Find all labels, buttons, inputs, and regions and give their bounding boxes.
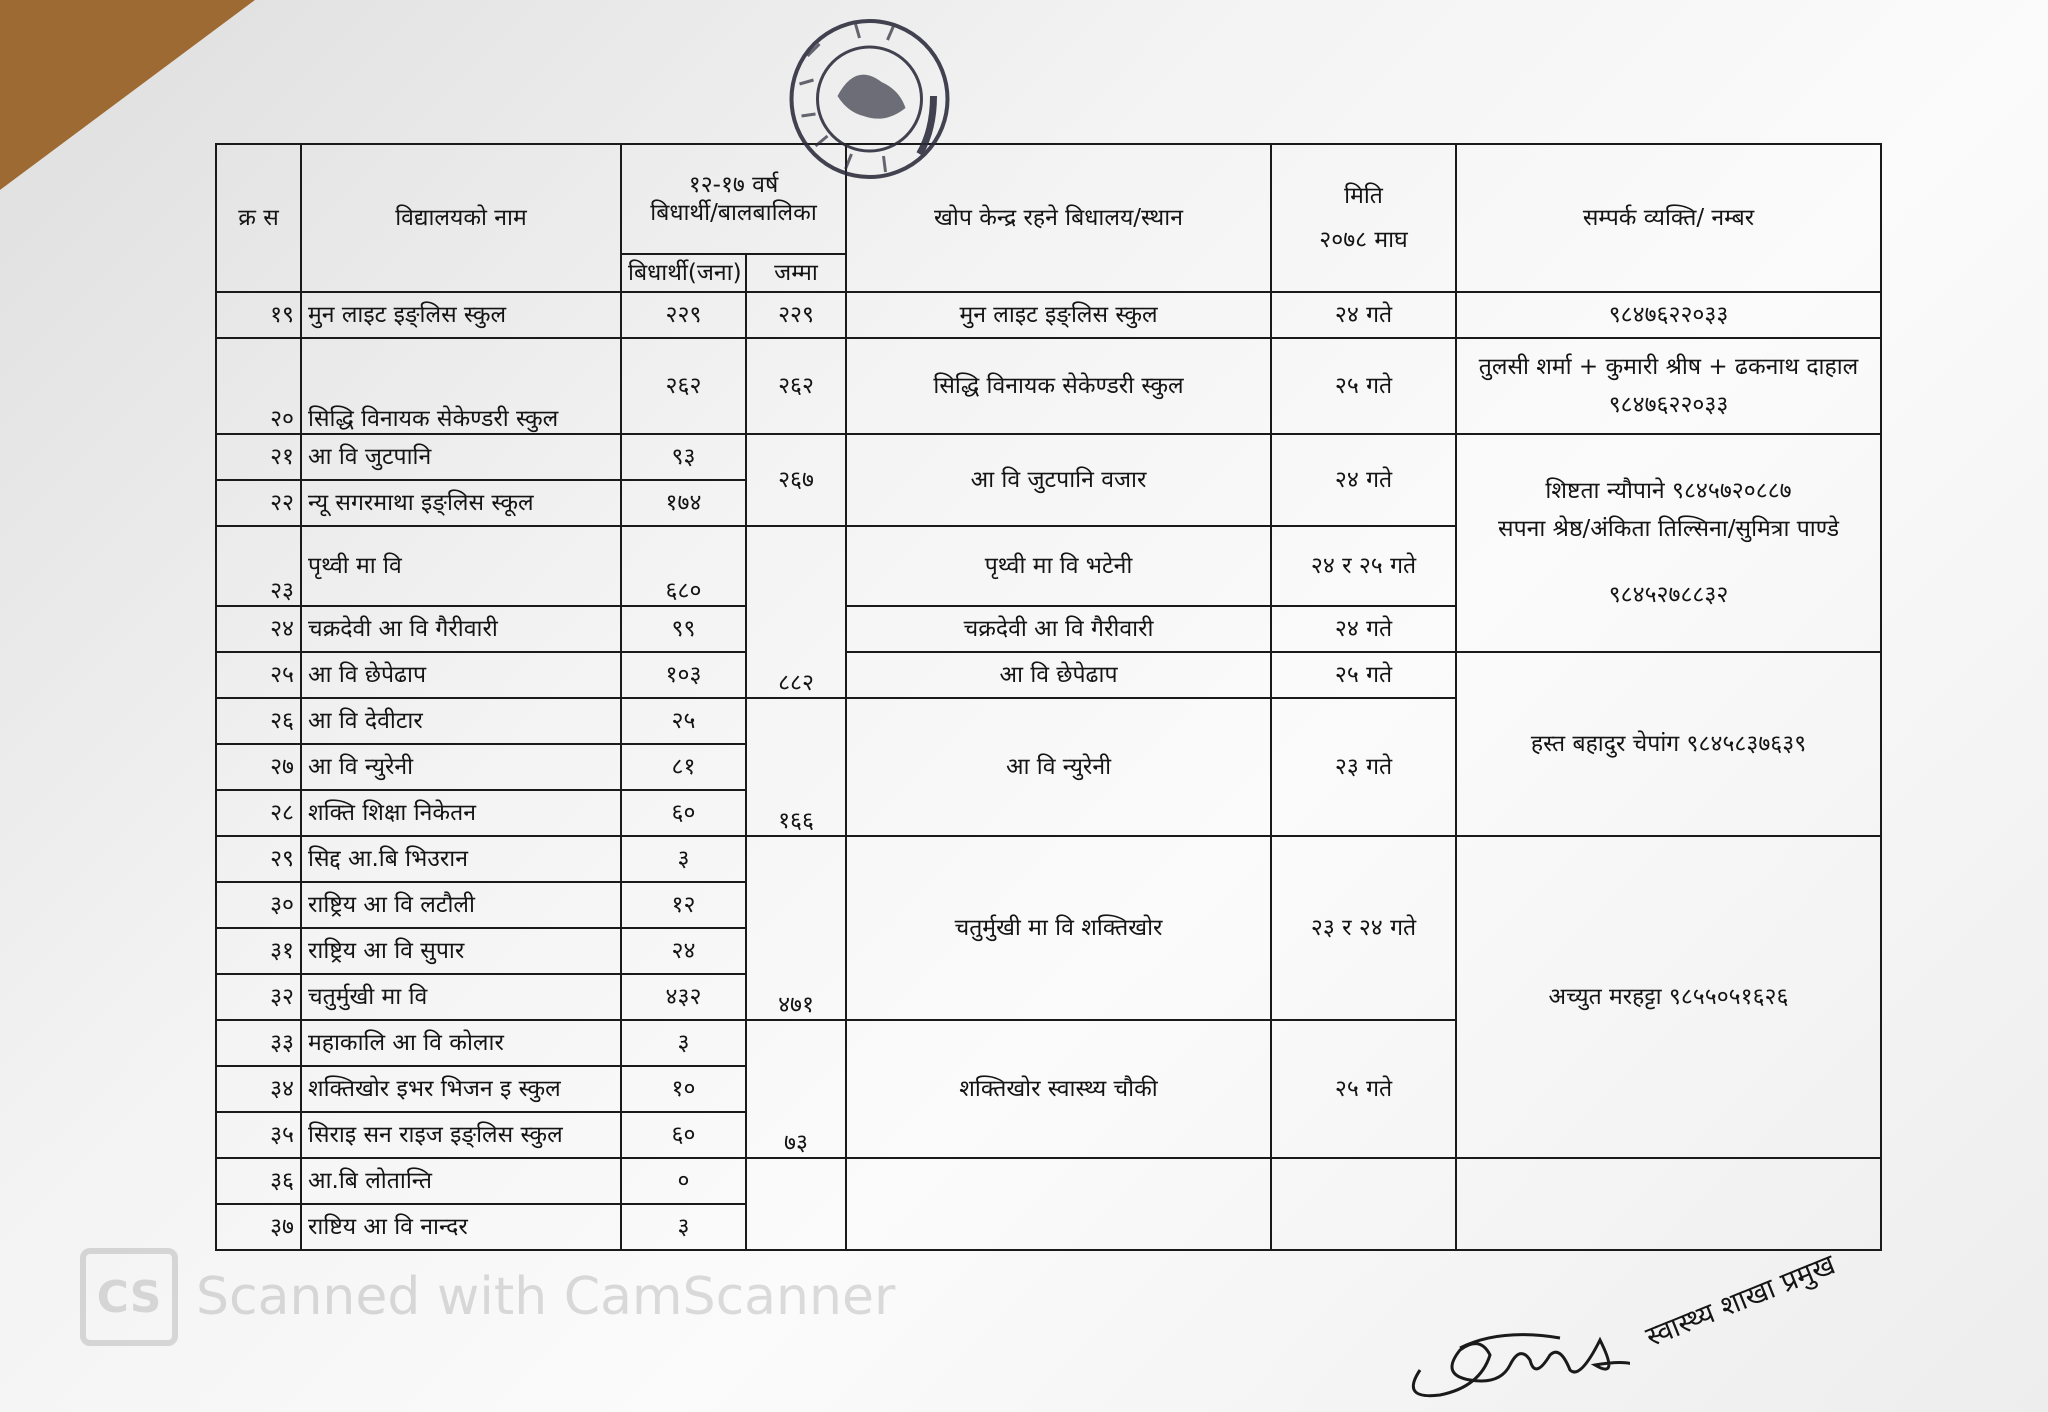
date-cell: २३ गते <box>1271 698 1456 836</box>
school-name-cell: मुन लाइट इङ्लिस स्कुल <box>301 292 621 338</box>
header-venue: खोप केन्द्र रहने बिधालय/स्थान <box>846 144 1271 292</box>
contact-cell-empty <box>1456 1158 1881 1250</box>
serial-cell: २३ <box>216 526 301 606</box>
students-cell: ३ <box>621 1204 746 1250</box>
school-name-cell: चक्रदेवी आ वि गैरीवारी <box>301 606 621 652</box>
serial-cell: ३६ <box>216 1158 301 1204</box>
serial-cell: २१ <box>216 434 301 480</box>
school-name-cell: आ वि जुटपानि <box>301 434 621 480</box>
date-cell-empty <box>1271 1158 1456 1250</box>
date-cell: २५ गते <box>1271 652 1456 698</box>
table-row <box>216 434 1881 480</box>
school-name-cell: आ वि छेपेढाप <box>301 652 621 698</box>
header-students: बिधार्थी(जना) <box>621 254 746 292</box>
serial-cell: ३३ <box>216 1020 301 1066</box>
serial-cell: ३२ <box>216 974 301 1020</box>
school-name-cell: राष्टिय आ वि नान्दर <box>301 1204 621 1250</box>
students-cell: ३ <box>621 836 746 882</box>
students-cell: २४ <box>621 928 746 974</box>
table-row <box>216 1158 1881 1204</box>
header-date <box>1271 144 1456 292</box>
date-cell: २५ गते <box>1271 338 1456 434</box>
vaccination-schedule <box>215 143 1880 1298</box>
serial-cell: २८ <box>216 790 301 836</box>
serial-cell: १९ <box>216 292 301 338</box>
students-cell: ९९ <box>621 606 746 652</box>
serial-cell: ३४ <box>216 1066 301 1112</box>
school-name-cell: चतुर्मुखी मा वि <box>301 974 621 1020</box>
signature <box>1400 1300 1630 1410</box>
total-cell: ८८२ <box>746 526 846 698</box>
serial-cell: २६ <box>216 698 301 744</box>
serial-cell: २७ <box>216 744 301 790</box>
school-name-cell: सिराइ सन राइज इङ्लिस स्कुल <box>301 1112 621 1158</box>
table-row <box>216 338 1881 434</box>
students-cell: ३ <box>621 1020 746 1066</box>
school-name-cell: सिद्द आ.बि भिउरान <box>301 836 621 882</box>
total-cell: १६६ <box>746 698 846 836</box>
schedule-table <box>215 143 1882 1251</box>
contact-cell <box>1456 434 1881 652</box>
school-name-cell: न्यू सगरमाथा इङ्लिस स्कूल <box>301 480 621 526</box>
students-cell: ९३ <box>621 434 746 480</box>
serial-cell: २० <box>216 338 301 434</box>
serial-cell: ३१ <box>216 928 301 974</box>
school-name-cell: पृथ्वी मा वि <box>301 526 621 606</box>
venue-cell: चतुर्मुखी मा वि शक्तिखोर <box>846 836 1271 1020</box>
header-total: जम्मा <box>746 254 846 292</box>
date-cell: २४ र २५ गते <box>1271 526 1456 606</box>
venue-cell: आ वि छेपेढाप <box>846 652 1271 698</box>
total-cell-empty <box>746 1158 846 1250</box>
camscanner-logo-icon: CS <box>80 1248 178 1346</box>
header-contact: सम्पर्क व्यक्ति/ नम्बर <box>1456 144 1881 292</box>
students-cell: २२९ <box>621 292 746 338</box>
students-cell: ४३२ <box>621 974 746 1020</box>
total-cell: ४७१ <box>746 836 846 1020</box>
contact-cell: अच्युत मरहट्टा ९८५५०५१६२६ <box>1456 836 1881 1158</box>
school-name-cell: आ वि न्युरेनी <box>301 744 621 790</box>
school-name-cell: महाकालि आ वि कोलार <box>301 1020 621 1066</box>
header-school-name: विद्यालयको नाम <box>301 144 621 292</box>
contact-names: तुलसी शर्मा + कुमारी श्रीष + ढकनाथ दाहाल <box>1478 354 1859 380</box>
serial-cell: २५ <box>216 652 301 698</box>
table-row <box>216 652 1881 698</box>
total-cell: ७३ <box>746 1020 846 1158</box>
date-cell: २५ गते <box>1271 1020 1456 1158</box>
students-cell: १०३ <box>621 652 746 698</box>
total-cell: २२९ <box>746 292 846 338</box>
contact-line1: शिष्टता न्यौपाने ९८४५७२०८८७ <box>1545 478 1792 504</box>
contact-number: ९८४७६२२०३३ <box>1608 392 1729 418</box>
venue-cell: सिद्धि विनायक सेकेण्डरी स्कुल <box>846 338 1271 434</box>
date-cell: २४ गते <box>1271 434 1456 526</box>
students-cell: ० <box>621 1158 746 1204</box>
students-cell: १२ <box>621 882 746 928</box>
students-cell: १७४ <box>621 480 746 526</box>
students-cell: १० <box>621 1066 746 1112</box>
watermark-text: Scanned with CamScanner <box>196 1267 896 1327</box>
venue-cell: शक्तिखोर स्वास्थ्य चौकी <box>846 1020 1271 1158</box>
students-cell: २५ <box>621 698 746 744</box>
school-name-cell: शक्तिखोर इभर भिजन इ स्कुल <box>301 1066 621 1112</box>
date-cell: २४ गते <box>1271 292 1456 338</box>
students-cell: ८१ <box>621 744 746 790</box>
table-row <box>216 292 1881 338</box>
venue-cell-empty <box>846 1158 1271 1250</box>
serial-cell: ३० <box>216 882 301 928</box>
contact-cell: हस्त बहादुर चेपांग ९८४५८३७६३९ <box>1456 652 1881 836</box>
table-row <box>216 836 1881 882</box>
students-cell: २६२ <box>621 338 746 434</box>
contact-line2: सपना श्रेष्ठ/अंकिता तिल्सिना/सुमित्रा पाण्डे <box>1498 516 1839 542</box>
venue-cell: चक्रदेवी आ वि गैरीवारी <box>846 606 1271 652</box>
header-date-line2: २०७८ माघ <box>1319 227 1408 253</box>
contact-cell: ९८४७६२२०३३ <box>1456 292 1881 338</box>
header-age-line1: १२-१७ वर्ष <box>688 172 779 198</box>
serial-cell: २९ <box>216 836 301 882</box>
camscanner-watermark <box>80 1248 895 1346</box>
serial-cell: ३७ <box>216 1204 301 1250</box>
school-name-cell: आ वि देवीटार <box>301 698 621 744</box>
header-age-line2: बिधार्थी/बालबालिका <box>650 200 817 226</box>
students-cell: ६८० <box>621 526 746 606</box>
students-cell: ६० <box>621 790 746 836</box>
serial-cell: २२ <box>216 480 301 526</box>
students-cell: ६० <box>621 1112 746 1158</box>
municipality-stamp <box>762 4 977 204</box>
header-date-line1: मिति <box>1344 183 1383 209</box>
school-name-cell: सिद्धि विनायक सेकेण्डरी स्कुल <box>301 338 621 434</box>
contact-cell <box>1456 338 1881 434</box>
venue-cell: पृथ्वी मा वि भटेनी <box>846 526 1271 606</box>
venue-cell: मुन लाइट इङ्लिस स्कुल <box>846 292 1271 338</box>
signature-title: स्वास्थ्य शाखा प्रमुख <box>1641 1247 1840 1354</box>
venue-cell: आ वि जुटपानि वजार <box>846 434 1271 526</box>
date-cell: २३ र २४ गते <box>1271 836 1456 1020</box>
venue-cell: आ वि न्युरेनी <box>846 698 1271 836</box>
school-name-cell: राष्ट्रिय आ वि लटौली <box>301 882 621 928</box>
date-cell: २४ गते <box>1271 606 1456 652</box>
school-name-cell: आ.बि लोतान्ति <box>301 1158 621 1204</box>
school-name-cell: राष्ट्रिय आ वि सुपार <box>301 928 621 974</box>
header-serial: क्र स <box>216 144 301 292</box>
school-name-cell: शक्ति शिक्षा निकेतन <box>301 790 621 836</box>
total-cell: २६२ <box>746 338 846 434</box>
serial-cell: २४ <box>216 606 301 652</box>
total-cell: २६७ <box>746 434 846 526</box>
contact-line3: ९८४५२७८८३२ <box>1608 582 1729 608</box>
serial-cell: ३५ <box>216 1112 301 1158</box>
